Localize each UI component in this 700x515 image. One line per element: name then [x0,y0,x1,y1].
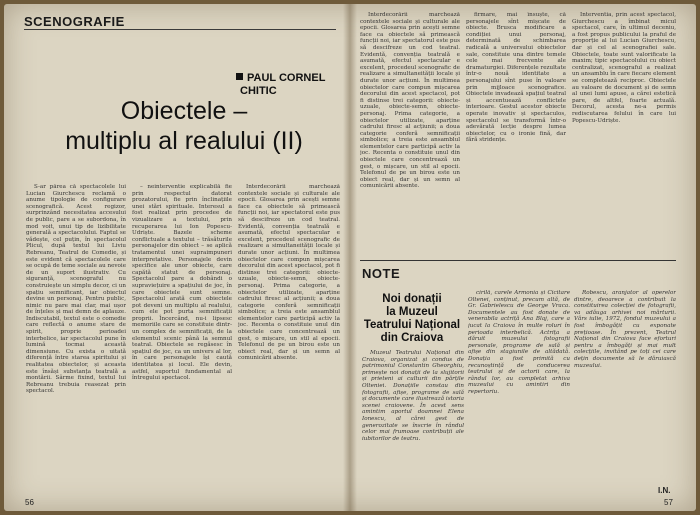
article-continuation-column-2: firmare, mai însuște, că personajele sînt mișcate de obiecte. Brusca modificare a condiției unui personaj, determinată de schimbarea radicală a universului obiectelor sale, constituie una dintre temele cele mai frecvente ale dramaturgiei. Diferențele rezultate într-o nouă identitate a personajului sînt puse în valoare prin mijloace scenografice. Obiectele invadează spațiul teatral și accentuează conflictele interioare. Gestul acestor obiecte operate inovativ și spectaculos, spectacolul se transformă într-o adevărată lecție despre lumea obiectelor, cu o ironie fină, dar fără stridențe. [466,12,566,144]
article-column-2: – neinterventie explicabilă fie prin respectul datorat prozatorului, fie prin înclinațiile unei stări spirituale. Interesul a fost realizat prin procedee de vizualizare a textului, prin recuperarea lui Ion Popescu-Udriște. Bazele scheme conflictuale a textului – trăsăturile personajelor din obiect – se aplică tratamentul unei supraimpuneri interpretative. Personajele devin specifice ale unor obiecte, care capătă statut de personaj. Spectacolul pare a dobândi o supraviețuire a spațiului de joc, în care obiectele sunt semne. Spectacolul arată cum obiectele pot deveni un multiplu al realului, cum ele pot purta semnificații proprii. Încercând, nu-i lipsesc memoriile care se constituie dintr-un complex de semnificații, de la elementul scenic până la semnul teatral. Obiectele se regăsesc în spațiul de joc, ca un univers al lor, în care personajele își caută identitatea și locul. Ele devin, astfel, suportul fundamental al întregului spectacol. [132,184,232,382]
notes-divider [360,260,676,261]
article-column-1: S-ar părea că spectacolele lui Lucian Giurchescu reclamă o anume tipologie de configurare scenografică. Acest regizor, surprinzând necesitatea accesului de public, pare a se subordona, în mod voit, unui tip de lizibilitate generală a spectacolului. Faptul se vădește, cel puțin, în spectacolul Plicul, după textul lui Liviu Rebreanu, Teatrul de Comedie, și este evident că spectacolele care se ocupă de teme sociale au nevoie de un suport ilustrativ. Cu siguranță, scenograful nu construiește un simplu decor, ci un spațiu semnificant, iar obiectul devine un personaj. Pentru public, nimic nu pare mai clar, mai ușor de înțeles și mai demn de aplauze. Indiscutabil, textul este o comedie care reflectă o anume stare de spirit, proprie perioadei interbelice, iar spectacolul pune în lumină tocmai această dimensiune. Cu exista o uitată diferență între starea spiritului și realitatea obiectelor, și aceasta este însăși substanța teatrală a montării. Sârme fixind, textul lui Rebreanu trebuia reasezat prin spectacol. [26,184,126,395]
note-column-1: Muzeul Teatrului Național din Craiova, organizat și condus de patrimoniul Constantin Gheorghiu, primește noi donații de la slujitorii și prieteni ai culturii din părțile Olteniei. Donațiile constau din fotografii, afișe, programe de sală și documente care ilustrează istoria scenei craiovene. În acest sens amintim aportul doamnei Elena Ionescu, al cărei gest de generozitate se înscrie în rândul celor mai frumoase contribuții ale iubitorilor de teatru. [362,350,464,442]
article-continuation-column-1: Interdecorării marchează contextele sociale și culturale ale epocii. Glosarea prin acești semne face ca obiectele să primească funcții noi, iar spectatorul este pus să descifreze un cod teatral. Evidentă, convenția teatrală e asumată, efectul spectacular e excelent, procedeul scenografic de realizare a simultaneității locale și durate unor acțiuni. În multimea obiectelor care compun mișcarea decorului din acest spectacol, pot fi distinse trei categorii: obiecte-uzuale, obiecte-semn, obiecte-personaj. Prima categorie, a obiectelor utilizate, aparține cadrului firesc al acțiunii; a doua categorie conferă semnificații simbolice; a treia este ansamblul elementelor care participă activ la joc. Recenta o constituie unul din obiectele care concentrează un gest, o mișcare, un stil al epocii. Telefonul de pe un birou este un obiect real, dar și un semn al comunicării absente. [360,12,460,190]
bullet-square-icon [236,73,243,80]
article-title: Obiectele – multiplu al realului (II) [65,97,303,155]
article-column-3: Interdecorării marchează contextele sociale și culturale ale epocii. Glosarea prin acești semne face ca obiectele să primească funcții noi, iar spectatorul este pus să descifreze un cod teatral. Evidentă, convenția teatrală e asumată, efectul spectacular e excelent, procedeul scenografic de realizare a simultaneității locale și durate unor acțiuni. În multimea obiectelor care compun mișcarea decorului din acest spectacol, pot fi distinse trei categorii: obiecte-uzuale, obiecte-semn, obiecte-personaj. Prima categorie, a obiectelor utilizate, aparține cadrului firesc al acțiunii; a doua categorie conferă semnificații simbolice; a treia este ansamblul elementelor care participă activ la joc. Recenta o constituie unul din obiectele care concentrează un gest, o mișcare, un stil al epocii. Telefonul de pe un birou este un obiect real, dar și un semn al comunicării absente. [238,184,340,362]
article-continuation-column-3: Interventia, prin acest spectacol, Giurchescu a îmbinat micul spectacol, care, în ultimul deceniu, a fost propus publicului la praful de proporție al lui Lucian Giurchescu, dar și cel al scenografiei sale. Obiectele, toate sunt valorificate la maxim; tipic spectacolului cu obiect centralizat, scenograful a realizat un ansamblu în care fiecare element se completează reciproc. Obiectele au valoare de document și de semn al unei lumi apuse, a cărei estetică pare, de altfel, foarte actuală. Decorul, acesta ne-a permis rediscutarea felului în care lui Popescu-Udriște. [572,12,676,124]
magazine-spread [4,4,696,511]
note-signature: I.N. [658,486,671,495]
note-column-3: Robescu, aranjator al operelor dintre, deoarece a contribuit la constituirea colecției de fotografii, va adăuga arhivei noi mărturii. Vărs iulie, 1972, fondul muzeului a fost îmbogățit cu exponate prețioase. În prezent, Teatrul Național din Craiova face eforturi pentru a îmbogăți și mai mult colecțiile, invitând pe toți cei care dețin documente să le dăruiască muzeului. [574,290,676,369]
note-title: Noi donații la Muzeul Teatrului Național din Craiova [363,293,461,344]
notes-heading: NOTE [362,266,401,281]
page-number-right: 57 [664,498,673,507]
section-rule [24,29,336,30]
page-number-left: 56 [25,498,34,507]
author-byline: PAUL CORNEL CHITIC [236,72,346,98]
note-column-2: cirilă, carele Armonia și Cicitare Oltenei, conținut, precum altă, de Gr. Gabrielescu de George Vraca. Documentele au fost donate de venerabila actriță Ana Blaj, care a jucat la Craiova în multe roluri în perioada interbelică. Actrița a dăruit muzeului fotografii personale, programe de sală și afișe din stagiunile de altădată. Donația a fost primită cu recunoștință de conducerea teatrului și de actorii care, la rândul lor, au completat arhiva muzeului cu amintiri din repertoriu. [468,290,570,395]
section-title: SCENOGRAFIE [24,14,125,29]
